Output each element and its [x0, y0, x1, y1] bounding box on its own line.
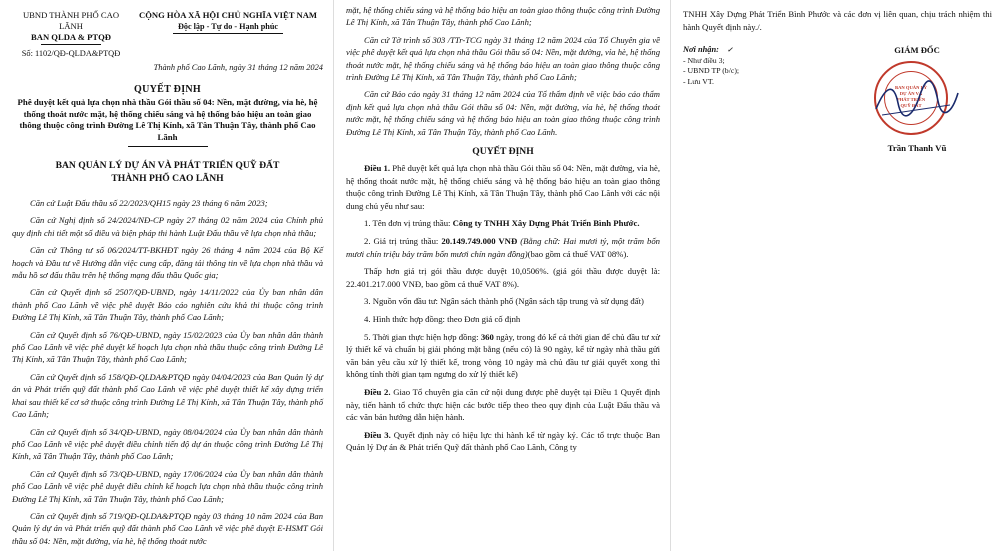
article-3 — [346, 429, 660, 454]
legal-basis: Căn cứ Quyết định số 719/QĐ-QLDA&PTQĐ ngày 03 tháng 10 năm 2024 của Ban Quản lý dự án và Phát triển quỹ đất thành phố Cao Lãnh về việc phê duyệt E-HSMT Gói thầu số 04: Nền, mặt đường, vỉa hè, hệ thống thoát nước — [12, 510, 323, 546]
signer — [842, 45, 992, 165]
recipient-item: - Lưu VT. — [683, 76, 715, 86]
seal-text: BAN QUẢN LÝ DỰ ÁN VÀ PHÁT TRIỂN QUỸ ĐẤT — [895, 85, 927, 109]
legal-basis: Căn cứ Quyết định số 158/QĐ-QLDA&PTQĐ ngày 04/04/2023 của Ban Quản lý dự án và Phát triển quỹ đất thành phố Cao Lãnh về việc phê duyệt thiết kế xây dựng triển khai sau thiết kế cơ sở thuộc công trình Đường Lê Thị Kính, xã Tân Thuận Tây, thành phố Cao Lãnh; — [12, 371, 323, 420]
item-funding-source: 3. Nguồn vốn đầu tư: Ngân sách thành phố (Ngân sách tập trung và sử dụng đất) — [364, 296, 644, 307]
item-5-text: ngày, trong đó kể cả thời gian để chủ đầu tư xử lý thiết kế và chuẩn bị giải phóng mặt bằng (nếu có) là 90 ngày, kể từ ngày nhà thầu gửi văn bản yêu cầu xử lý thiết kế, trong vòng 10 ngày mà chủ đầu tư giải quyết xong thì không tính thời gian tạm ngưng do xử lý thiết kế) — [346, 331, 661, 380]
item-5-days: 360 — [480, 331, 494, 342]
divider — [41, 44, 101, 45]
legal-basis: Căn cứ Thông tư số 06/2024/TT-BKHĐT ngày 26 tháng 4 năm 2024 của Bộ Kế hoạch và Đầu tư về Hướng dẫn việc cung cấp, đăng tải thông tin về lựa chọn nhà thầu và mẫu hồ sơ đấu thầu trên hệ thống mạng đấu thầu Quốc gia; — [12, 245, 323, 281]
national-header — [133, 10, 323, 59]
article-3-label: Điều 3. — [364, 429, 391, 440]
item-contract-type: 4. Hình thức hợp đồng: theo Đơn giá cố định — [364, 314, 521, 324]
recipient-item: - UBND TP (b/c); — [683, 66, 740, 76]
item-2-label: 2. Giá trị trúng thầu: — [364, 236, 439, 247]
legal-basis: Căn cứ Tờ trình số 303 /TTr-TCG ngày 31 tháng 12 năm 2024 của Tổ Chuyên gia về việc phê duyệt kết quả lựa chọn nhà thầu Gói thầu số 04: Nền, mặt đường, vỉa hè, hệ thống thoát nước mặt, hệ thống chiếu sáng và hệ thống báo hiệu an toàn giao thông thuộc công trình Đường Lê Thị Kính, xã Tân Thuận Tây, thành phố Cao Lãnh; — [346, 34, 660, 83]
item-winning-bidder — [346, 217, 660, 230]
signer-name: Trần Thanh Vũ — [887, 143, 947, 154]
article-1-label: Điều 1. — [364, 163, 391, 174]
item-1-label: 1. Tên đơn vị trúng thầu: — [364, 218, 451, 229]
article-2 — [346, 386, 660, 424]
signature-block — [683, 45, 992, 165]
document-date: Thành phố Cao Lãnh, ngày 31 tháng 12 năm 2024 — [153, 63, 323, 72]
issuing-authority — [12, 10, 130, 59]
item-2-value: 20.149.749.000 VNĐ — [441, 236, 518, 247]
article-1-text: Phê duyệt kết quả lựa chọn nhà thầu Gói thầu số 04: Nền, mặt đường, vỉa hè, hệ thống thoát nước mặt, hệ thống chiếu sáng và hệ thống báo hiệu an toàn giao thông thuộc công trình Đường Lê Thị Kính, xã Tân Thuận Tây, thành phố Cao Lãnh với các nội dung chủ yếu như sau: — [346, 163, 661, 211]
authority-line-1: UBND THÀNH PHỐ CAO LÃNH — [22, 10, 120, 31]
decision-heading: QUYẾT ĐỊNH — [472, 146, 534, 158]
item-2-tail: (bao gồm cả thuế VAT 08%). — [527, 248, 629, 259]
legal-basis: Căn cứ Báo cáo ngày 31 tháng 12 năm 2024 của Tổ thẩm định về việc báo cáo thẩm định kết quả lựa chọn nhà thầu Gói thầu số 04: Nền, mặt đường, vỉa hè, hệ thống thoát nước mặt, hệ thống chiếu sáng và hệ thống báo hiệu an toàn giao thông thuộc công trình Đường Lê Thị Kính, xã Tân Thuận Tây, thành phố Cao Lãnh. — [346, 89, 660, 137]
document-title: QUYẾT ĐỊNH — [134, 84, 201, 95]
item-discount: Thấp hơn giá trị gói thầu được duyệt 10,0506%. (giá gói thầu được duyệt là: 22.401.217.000 VNĐ, bao gồm cả thuế VAT 8%). — [346, 266, 660, 289]
signer-title: GIÁM ĐỐC — [894, 45, 940, 56]
article-2-text: Giao Tổ chuyên gia căn cứ nội dung được phê duyệt tại Điều 1 Quyết định này, tiến hành tổ chức thực hiện các bước tiếp theo theo quy định của Luật Đấu thầu và các văn bản hướng dẫn hiện hành. — [346, 386, 661, 423]
recipients-label-text: Nơi nhận: — [683, 45, 719, 55]
document-page-3 — [670, 0, 1000, 551]
handwritten-initial: ✓ — [727, 46, 733, 55]
signature-icon — [872, 75, 962, 125]
item-contract-value — [346, 235, 660, 260]
document-subject: Phê duyệt kết quả lựa chọn nhà thầu Gói thầu số 04: Nền, mặt đường, vỉa hè, hệ thống thoát nước mặt, hệ thống chiếu sáng và hệ thống báo hiệu an toàn giao thông thuộc công trình Đường Lê Thị Kính, xã Tân Thuận Tây, thành phố Cao Lãnh — [17, 97, 318, 142]
recipients-label — [683, 45, 823, 56]
legal-basis: Căn cứ Quyết định số 76/QĐ-UBND, ngày 15/02/2023 của Ủy ban nhân dân thành phố Cao Lãnh về việc phê duyệt kế hoạch lựa chọn nhà thầu thuộc công trình Đường Lê Thị Kính, xã Tân Thuận Tây, thành phố Cao Lãnh; — [12, 329, 323, 365]
org-line-1: BAN QUẢN LÝ DỰ ÁN VÀ PHÁT TRIỂN QUỸ ĐẤT — [55, 160, 280, 171]
legal-basis: Căn cứ Luật Đấu thầu số 22/2023/QH15 ngày 23 tháng 6 năm 2023; — [30, 198, 268, 208]
recipients — [683, 45, 823, 165]
legal-basis: Căn cứ Quyết định số 73/QĐ-UBND, ngày 17/06/2024 của Ủy ban nhân dân thành phố Cao Lãnh về việc phê duyệt điều chỉnh kế hoạch lựa chọn nhà thầu thuộc công trình Đường Lê Thị Kính, xã Tân Thuận Tây, thành phố Cao Lãnh; — [12, 468, 323, 504]
document-page-1 — [0, 0, 333, 551]
document-page-2 — [333, 0, 670, 551]
item-5-label: 5. Thời gian thực hiện hợp đồng: — [364, 331, 479, 342]
org-line-2: THÀNH PHỐ CAO LÃNH — [111, 173, 224, 184]
document-header — [12, 10, 323, 59]
article-3-text: Quyết định này có hiệu lực thi hành kể từ ngày ký. Các tổ trực thuộc Ban Quản lý Dự án & Phát triển Quỹ đất thành phố Cao Lãnh, Công ty — [346, 429, 661, 453]
legal-basis: Căn cứ Nghị định số 24/2024/NĐ-CP ngày 27 tháng 02 năm 2024 của Chính phủ quy định chi tiết một số điều và biện pháp thi hành Luật Đấu thầu về lựa chọn nhà thầu; — [12, 215, 323, 238]
article-3-continued: TNHH Xây Dựng Phát Triển Bình Phước và các đơn vị liên quan, chịu trách nhiệm thi hành Quyết định này./. — [683, 9, 992, 32]
authority-line-2: BAN QLDA & PTQĐ — [31, 32, 111, 42]
national-motto: Độc lập - Tự do - Hạnh phúc — [177, 22, 279, 31]
item-1-value: Công ty TNHH Xây Dựng Phát Triển Bình Phước. — [452, 218, 640, 229]
divider — [128, 146, 208, 147]
item-duration — [346, 331, 660, 381]
nation-title: CỘNG HÒA XÃ HỘI CHỦ NGHĨA VIỆT NAM — [138, 10, 318, 20]
legal-basis: Căn cứ Quyết định số 34/QĐ-UBND, ngày 08/04/2024 của Ủy ban nhân dân thành phố Cao Lãnh về việc phê duyệt điều chỉnh tiến độ dự án thuộc công trình Đường Lê Thị Kính, xã Tân Thuận Tây, thành phố Cao Lãnh; — [12, 426, 323, 462]
legal-basis: Căn cứ Quyết định số 2507/QĐ-UBND, ngày 14/11/2022 của Ủy ban nhân dân thành phố Cao Lãnh về việc phê duyệt Báo cáo nghiên cứu khả thi thuộc công trình Đường Lê Thị Kính, xã Tân Thuận Tây, thành phố Cao Lãnh; — [12, 287, 323, 323]
divider — [173, 33, 283, 34]
item-2-words: (Bằng chữ: Hai mươi tỷ, một trăm bốn mươi chín triệu bảy trăm bốn mươi chín ngàn đồng) — [346, 236, 661, 259]
issuing-organization — [12, 159, 323, 185]
recipient-item: - Như điều 3; — [683, 55, 725, 65]
document-number: Số: 1102/QĐ-QLDA&PTQĐ — [21, 49, 121, 58]
article-2-label: Điều 2. — [364, 386, 391, 397]
legal-basis-continued: mặt, hệ thống chiếu sáng và hệ thống báo hiệu an toàn giao thông thuộc công trình Đường Lê Thị Kính, xã Tân Thuận Tây, thành phố Cao Lãnh; — [346, 5, 660, 28]
article-1 — [346, 162, 660, 212]
